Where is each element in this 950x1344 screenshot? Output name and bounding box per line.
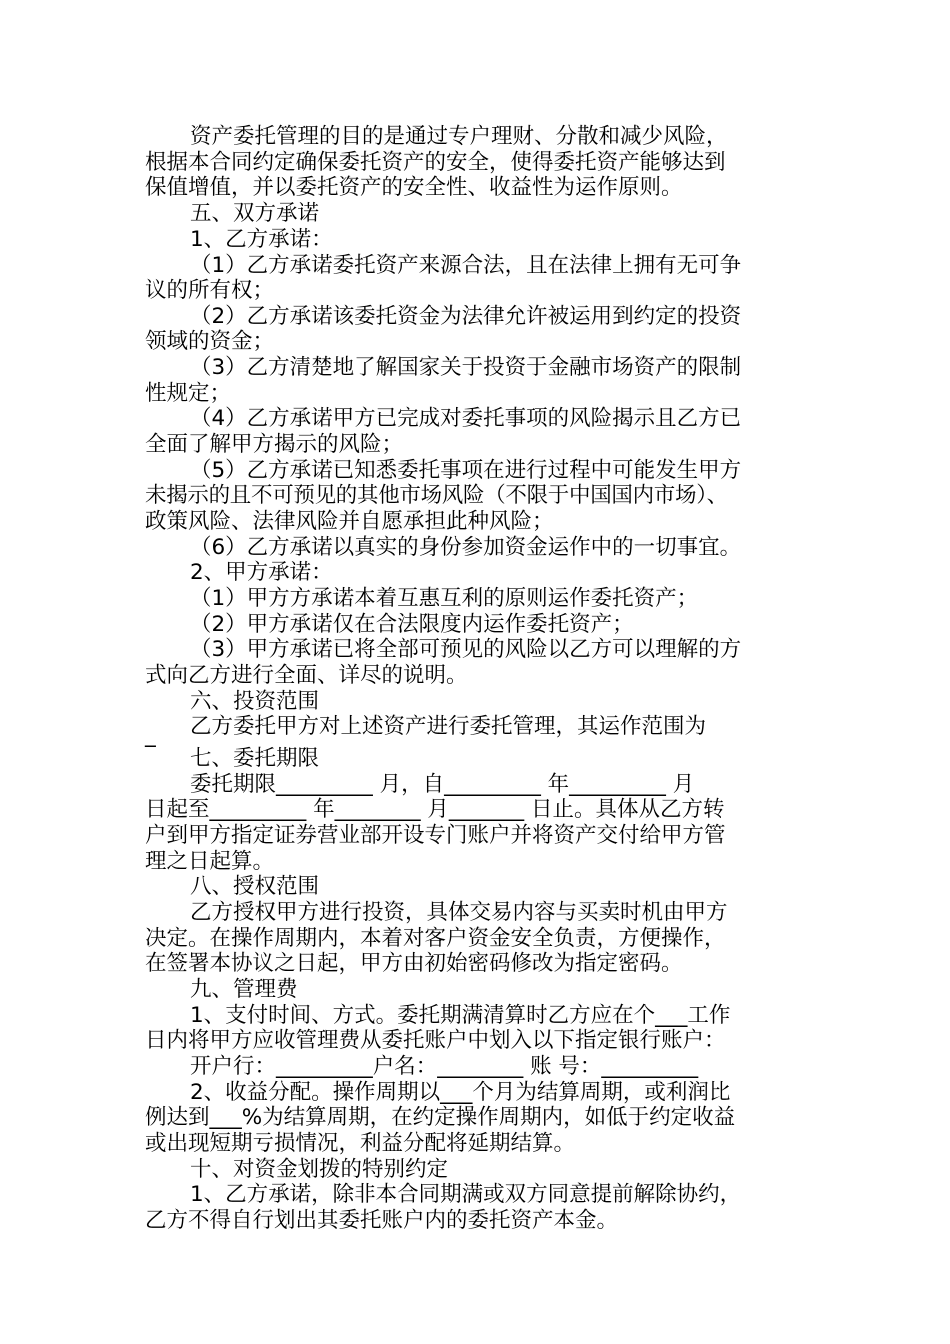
paragraph-line: （2）乙方承诺该委托资金为法律允许被运用到约定的投资: [190, 304, 742, 329]
paragraph-line: （3）乙方清楚地了解国家关于投资于金融市场资产的限制: [190, 355, 742, 380]
paragraph-line: 领域的资金；: [145, 329, 275, 354]
paragraph-line: 全面了解甲方揭示的风险；: [145, 432, 404, 457]
paragraph-line: 资产委托管理的目的是通过专户理财、分散和减少风险，: [190, 124, 728, 149]
paragraph-line: 根据本合同约定确保委托资产的安全，使得委托资产能够达到: [145, 150, 726, 175]
paragraph-line: 或出现短期亏损情况，利益分配将延期结算。: [145, 1131, 576, 1156]
paragraph-line: （6）乙方承诺以真实的身份参加资金运作中的一切事宜。: [190, 535, 742, 560]
paragraph-line: （3）甲方承诺已将全部可预见的风险以乙方可以理解的方: [190, 637, 742, 662]
paragraph-line: （2）甲方承诺仅在合法限度内运作委托资产；: [190, 612, 634, 637]
paragraph-line: 日内将甲方应收管理费从委托账户中划入以下指定银行账户：: [145, 1028, 726, 1053]
paragraph-line: 1、乙方承诺，除非本合同期满或双方同意提前解除协约，: [190, 1182, 742, 1207]
paragraph-line: 委托期限_________ 月，自_________ 年_________ 月: [190, 772, 695, 797]
paragraph-line: 例达到___%为结算周期，在约定操作周期内，如低于约定收益: [145, 1105, 736, 1130]
clause-heading: 1、乙方承诺：: [190, 227, 333, 252]
paragraph-line: 乙方授权甲方进行投资，具体交易内容与买卖时机由甲方: [190, 900, 728, 925]
paragraph-line: 理之日起算。: [145, 849, 275, 874]
paragraph-line: 乙方委托甲方对上述资产进行委托管理，其运作范围为: [190, 714, 707, 739]
paragraph-line: 政策风险、法律风险并自愿承担此种风险；: [145, 509, 554, 534]
section-heading: 十、对资金划拨的特别约定: [190, 1157, 449, 1182]
paragraph-line: （5）乙方承诺已知悉委托事项在进行过程中可能发生甲方: [190, 458, 742, 483]
paragraph-line: 式向乙方进行全面、详尽的说明。: [145, 663, 468, 688]
section-heading: 五、双方承诺: [190, 201, 320, 226]
section-heading: 九、管理费: [190, 977, 298, 1002]
paragraph-line: 决定。在操作周期内，本着对客户资金安全负责，方便操作，: [145, 926, 726, 951]
paragraph-line: 保值增值，并以委托资产的安全性、收益性为运作原则。: [145, 175, 683, 200]
section-heading: 七、委托期限: [190, 746, 320, 771]
clause-heading: 2、甲方承诺：: [190, 560, 333, 585]
paragraph-line: 日起至_________ 年________ 月_______ 日止。具体从乙方转: [145, 797, 725, 822]
paragraph-line: 未揭示的且不可预见的其他市场风险（不限于中国国内市场）、: [145, 483, 728, 508]
paragraph-line: （4）乙方承诺甲方已完成对委托事项的风险揭示且乙方已: [190, 406, 742, 431]
paragraph-line: （1）甲方方承诺本着互惠互利的原则运作委托资产；: [190, 586, 699, 611]
section-heading: 六、投资范围: [190, 689, 320, 714]
paragraph-line: 议的所有权；: [145, 278, 275, 303]
paragraph-line: 2、收益分配。操作周期以___个月为结算周期，或利润比: [190, 1080, 731, 1105]
paragraph-line: 户到甲方指定证券营业部开设专门账户并将资产交付给甲方管: [145, 823, 726, 848]
paragraph-line: 在签署本协议之日起，甲方由初始密码修改为指定密码。: [145, 951, 683, 976]
paragraph-line: （1）乙方承诺委托资产来源合法，且在法律上拥有无可争: [190, 253, 742, 278]
bank-account-line: 开户行：_________户名：________ 账 号：_________: [190, 1054, 699, 1079]
blank-underline: _: [145, 723, 156, 748]
paragraph-line: 1、支付时间、方式。委托期满清算时乙方应在个___工作: [190, 1003, 731, 1028]
section-heading: 八、授权范围: [190, 874, 320, 899]
paragraph-line: 乙方不得自行划出其委托账户内的委托资产本金。: [145, 1208, 619, 1233]
paragraph-line: 性规定；: [145, 381, 232, 406]
